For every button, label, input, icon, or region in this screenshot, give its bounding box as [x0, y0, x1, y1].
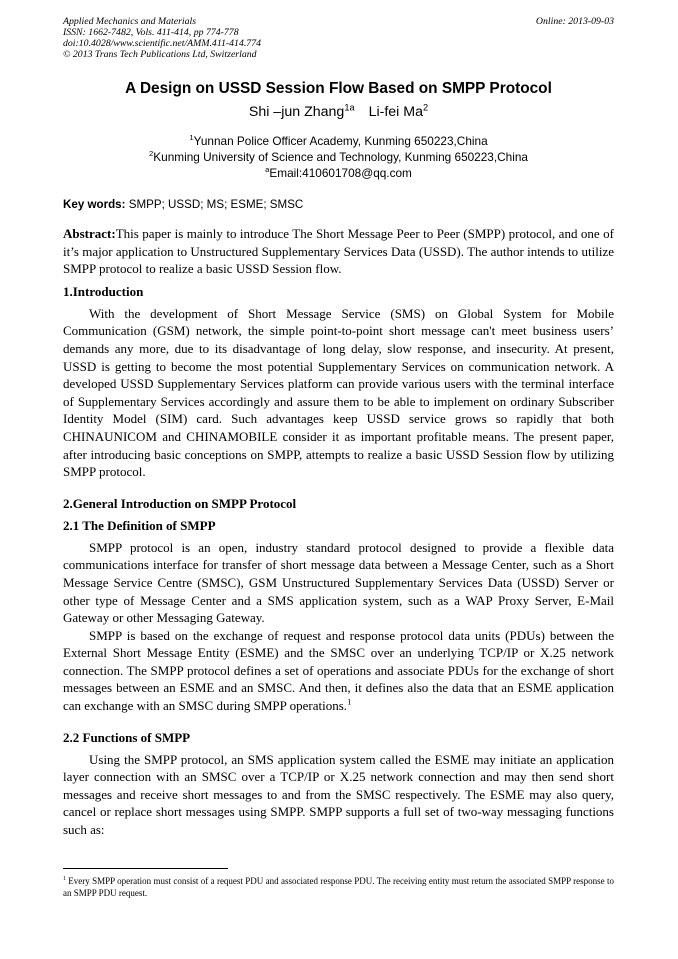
issn-line: ISSN: 1662-7482, Vols. 411-414, pp 774-778	[63, 27, 239, 38]
email-line	[63, 165, 614, 181]
journal-name: Applied Mechanics and Materials	[63, 16, 197, 27]
footnote-divider	[63, 868, 228, 869]
journal-header	[63, 16, 614, 60]
online-date: Online: 2013-09-03	[535, 16, 614, 27]
section-heading-general: 2.General Introduction on SMPP Protocol	[63, 495, 297, 511]
author-name: Li-fei Ma	[368, 104, 423, 120]
introduction-paragraph: With the development of Short Message Service (SMS) on Global System for Mobile Communication (GSM) network, the simple point-to-point short message can't meet business users’ demands any more, due to its disadvantage of long delay, slow response, and insecurity. At present, USSD is getting to become the most potential Supplementary Services on communication network. A developed USSD Supplementary Services platform can provide various users with the terminal interface of Supplementary Services accordingly and assure them to be able to implement on ordinary Subscriber Identity Model (SIM) card. Such advantages keep USSD service grows so rapidly that both CHINAUNICOM and CHINAMOBILE consider it as important profitable means. The present paper, after introducing basic conceptions on SMPP, attempts to realize a basic USSD Session flow by utilizing SMPP protocol.	[63, 305, 614, 480]
subsection-heading-definition: 2.1 The Definition of SMPP	[63, 517, 216, 533]
abstract-label: Abstract:	[63, 226, 116, 241]
footnote-mark: 1	[63, 876, 66, 882]
affiliation-line	[63, 149, 614, 165]
section-heading-introduction: 1.Introduction	[63, 283, 144, 299]
author-list	[63, 103, 614, 121]
author-name: Shi –jun Zhang	[248, 104, 345, 120]
functions-paragraph: Using the SMPP protocol, an SMS application system called the ESME may initiate an application layer connection with an SMSC over a TCP/IP or X.25 network connection and may then send short messages and receive short messages to and from the SMSC respectively. The ESME may also query, cancel or replace short messages using SMPP. SMPP supports a full set of two-way messaging functions such as:	[63, 751, 614, 838]
paper-title: A Design on USSD Session Flow Based on SMPP Protocol	[125, 80, 552, 97]
copyright-line: © 2013 Trans Tech Publications Ltd, Switzerland	[63, 49, 257, 60]
author-sup: 1a	[344, 102, 355, 113]
definition-paragraph-2-text: SMPP is based on the exchange of request and response protocol data units (PDUs) between the External Short Message Entity (ESME) and the SMSC over an underlying TCP/IP or X.25 network connection. The SMPP protocol defines a set of operations and associate PDUs for the exchange of short messages between an ESME and an SMSC. And then, it defines also the data that an ESME application can exchange with an SMSC during SMPP operations.	[63, 627, 614, 714]
email-text: Email:410601708@qq.com	[269, 166, 412, 180]
author-sup: 2	[422, 102, 429, 113]
paper-page	[63, 16, 614, 839]
abstract-text: This paper is mainly to introduce The Short Message Peer to Peer (SMPP) protocol, and one of it’s major application to Unstructured Supplementary Services Data (USSD). The author intends to utilize SMPP protocol to realize a basic USSD Session flow.	[63, 226, 614, 277]
affiliation-sup: a	[265, 165, 270, 175]
affiliation-line	[63, 133, 614, 149]
affiliation-text: Yunnan Police Officer Academy, Kunming 650223,China	[193, 134, 488, 148]
doi-line: doi:10.4028/www.scientific.net/AMM.411-414.774	[63, 38, 261, 49]
definition-paragraph-2	[63, 627, 614, 715]
definition-paragraph-1: SMPP protocol is an open, industry standard protocol designed to provide a flexible data communications interface for transfer of short message data between a Message Center, such as a Short Message Service Centre (SMSC), GSM Unstructured Supplementary Services Data (USSD) Server or other type of Message Center and a SMS application system, such as a WAP Proxy Server, E-Mail Gateway or other Messaging Gateway.	[63, 539, 614, 626]
affiliation-sup: 1	[189, 133, 194, 143]
affiliation-text: Kunming University of Science and Technology, Kunming 650223,China	[153, 150, 528, 164]
affiliation-sup: 2	[149, 149, 154, 159]
keywords-text: SMPP; USSD; MS; ESME; SMSC	[125, 198, 304, 211]
subsection-heading-functions: 2.2 Functions of SMPP	[63, 729, 191, 745]
keywords	[63, 197, 614, 212]
footnote-text: Every SMPP operation must consist of a request PDU and associated response PDU. The receiving entity must return the associated SMPP response to an SMPP PDU request.	[63, 876, 614, 898]
footnote-ref: 1	[347, 696, 352, 707]
keywords-label: Key words:	[63, 198, 126, 211]
abstract	[63, 225, 614, 278]
affiliations	[63, 133, 614, 181]
footnote	[63, 875, 614, 899]
